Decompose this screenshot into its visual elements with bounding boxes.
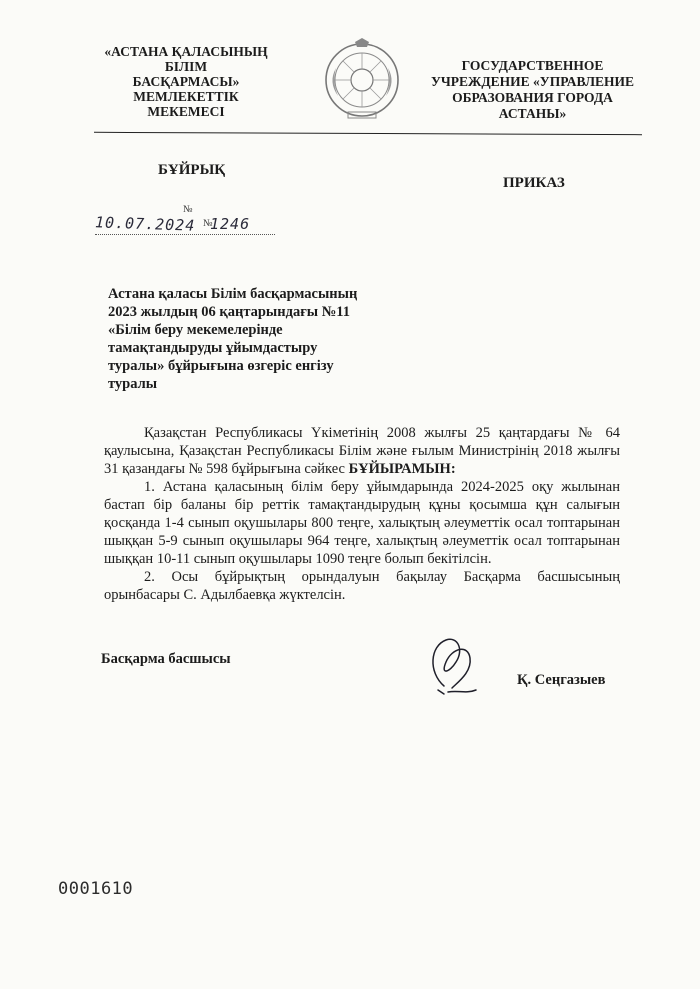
subject-line: 2023 жылдың 06 қаңтарындағы №11 <box>108 304 350 320</box>
header-right-org <box>420 58 645 122</box>
subject-line: туралы» бұйрығына өзгеріс енгізу <box>108 358 334 374</box>
order-item-2: 2. Осы бұйрықтың орындалуын бақылау Басқарма басшысының орынбасары С. Адылбаевқа жүктелсін. <box>104 569 620 603</box>
state-emblem-icon <box>322 38 402 122</box>
order-number: 1246 <box>210 215 251 233</box>
header-right-line: АСТАНЫ» <box>498 106 567 121</box>
header-left-line: МЕКЕМЕСІ <box>147 104 225 119</box>
order-body <box>104 424 620 604</box>
document-title-kz: БҰЙРЫҚ <box>158 162 226 178</box>
intro-paragraph <box>104 424 620 478</box>
header-right-line: УЧРЕЖДЕНИЕ «УПРАВЛЕНИЕ <box>430 74 635 89</box>
subject-line: «Білім беру мекемелерінде <box>108 322 283 338</box>
signatory-name: Қ. Сеңгазыев <box>517 672 606 688</box>
header-divider <box>94 132 642 135</box>
number-sign: № <box>183 204 193 215</box>
order-subject <box>108 285 388 393</box>
order-date-number <box>94 204 285 239</box>
signatory-title: Басқарма басшысы <box>101 651 231 667</box>
number-sign: № <box>203 218 213 229</box>
header-right-line: ОБРАЗОВАНИЯ ГОРОДА <box>452 90 613 105</box>
serial-number: 0001610 <box>58 879 134 899</box>
intro-text: Қазақстан Республикасы Үкіметінің 2008 жылғы 25 қаңтардағы № 64 қаулысына, Қазақстан Республикасы Білім және ғылым Министрінің 2018 жылғы 31 қазандағы № 598 бұйрығына сәйкес <box>104 425 620 477</box>
header-left-org <box>86 44 286 119</box>
subject-line: тамақтандыруды ұйымдастыру <box>108 340 318 356</box>
header-right-line: ГОСУДАРСТВЕННОЕ <box>461 58 604 73</box>
handwritten-signature <box>418 632 498 702</box>
subject-line: Астана қаласы Білім басқармасының <box>108 286 358 302</box>
header-left-line: «АСТАНА ҚАЛАСЫНЫҢ БІЛІМ <box>104 44 268 74</box>
header-left-line: БАСҚАРМАСЫ» МЕМЛЕКЕТТІК <box>132 74 240 104</box>
document-title-ru: ПРИКАЗ <box>503 175 565 191</box>
order-date: 10.07.2024 <box>94 213 196 235</box>
order-word: БҰЙЫРАМЫН: <box>348 461 456 477</box>
subject-line: туралы <box>108 376 158 392</box>
date-underline <box>95 234 275 235</box>
order-item-1: 1. Астана қаласының білім беру ұйымдарында 2024-2025 оқу жылынан бастап бір баланы бір реттік тамақтандырудың құны қосымша құн салығын қосқанда 1-4 сынып оқушылары 800 теңге, халықтың әлеуметтік осал топтарынан шыққан 5-9 сынып оқушылары 964 теңге, халықтың әлеуметтік осал топтарынан шыққан 10-11 сынып оқушылары 1090 теңге болып бекітілсін. <box>104 479 620 567</box>
